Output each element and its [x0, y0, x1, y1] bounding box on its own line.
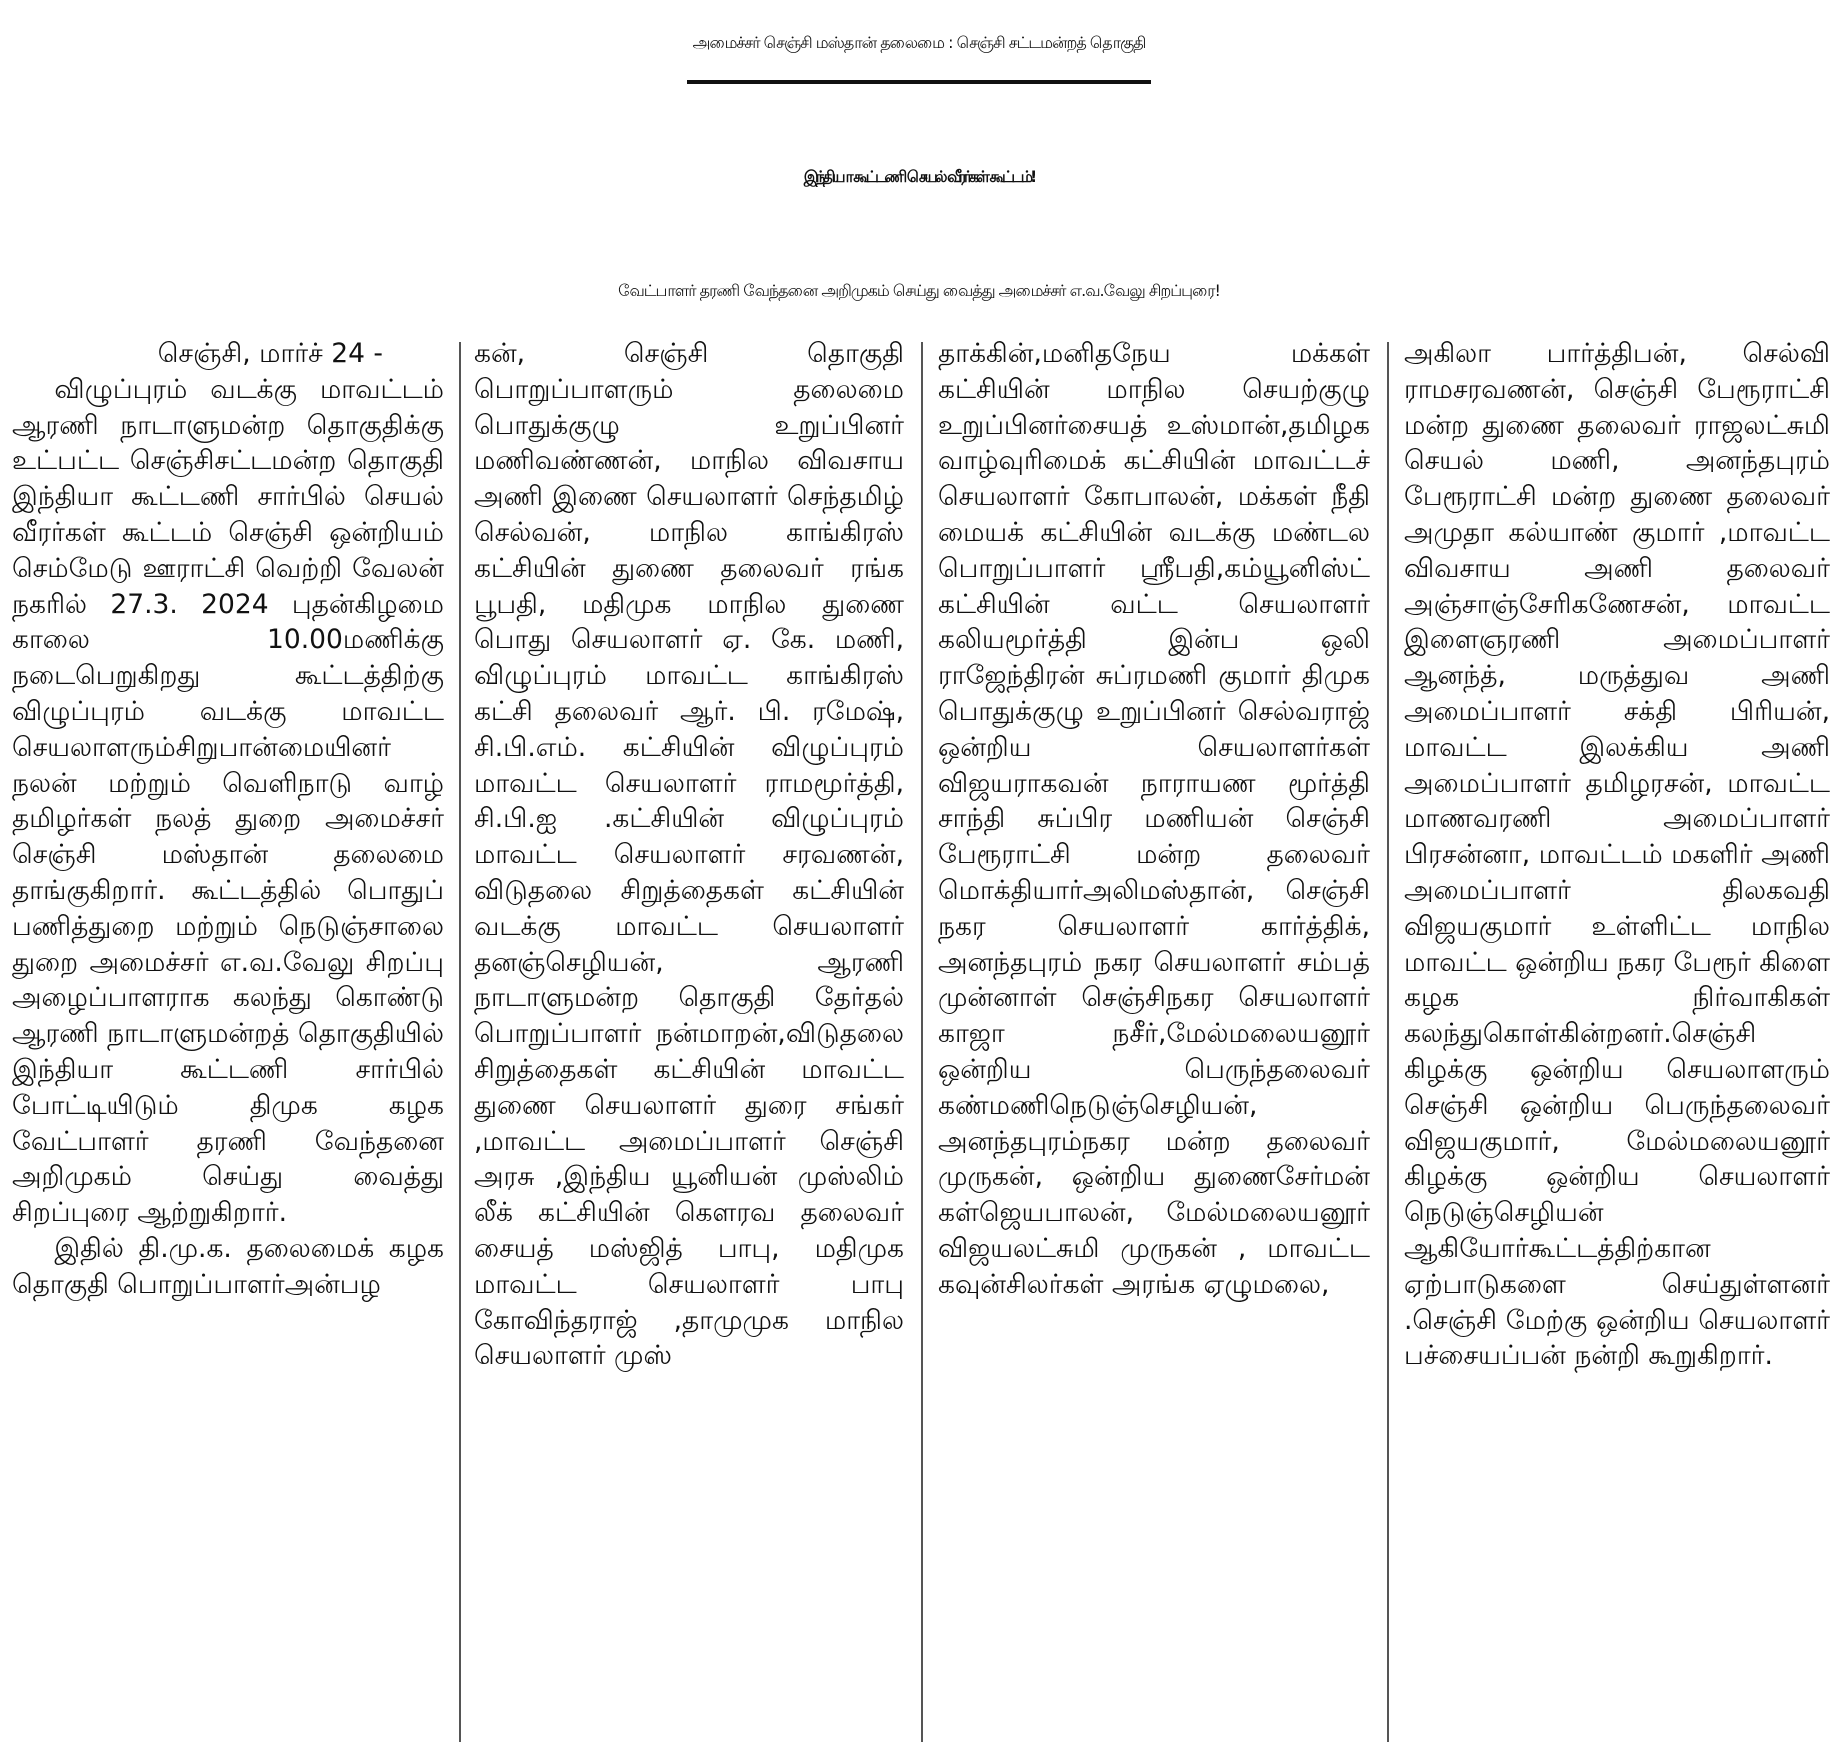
headline: இந்தியா கூட்டணி செயல் வீரர்கள் கூட்டம்! — [803, 167, 1035, 186]
paragraph: கன், செஞ்சி தொகுதி பொறுப்பாளரும் தலைமை பொதுக்குழு உறுப்பினர் மணிவண்ணன், மாநில விவசாய அணி இணை செயலாளர் செந்தமிழ் செல்வன், மாநில காங்கிரஸ் கட்சியின் துணை தலைவர் ரங்க பூபதி, மதிமுக மாநில துணை பொது செயலாளர் ஏ. கே. மணி, விழுப்புரம் மாவட்ட காங்கிரஸ் கட்சி தலைவர் ஆர். பி. ரமேஷ், சி.பி.எம். கட்சியின் விழுப்புரம் மாவட்ட செயலாளர் ராமமூர்த்தி, சி.பி.ஐ .கட்சியின் விழுப்புரம் மாவட்ட செயலாளர் சரவணன், விடுதலை சிறுத்தைகள் கட்சியின் வடக்கு மாவட்ட செயலாளர் தனஞ்செழியன், ஆரணி நாடாளுமன்ற தொகுதி தேர்தல் பொறுப்பாளர் நன்மாறன்,விடுதலை சிறுத்தைகள் கட்சியின் மாவட்ட துணை செயலாளர் துரை சங்கர் ,மாவட்ட அமைப்பாளர் செஞ்சி அரசு ,இந்திய யூனியன் முஸ்லிம் லீக் கட்சியின் கௌரவ தலைவர் சையத் மஸ்ஜித் பாபு, மதிமுக மாவட்ட செயலாளர் பாபு கோவிந்தராஜ் ,தாமுமுக மாநில செயலாளர் முஸ் — [474, 338, 904, 1372]
dateline: செஞ்சி, மார்ச் 24 - — [157, 338, 383, 369]
kicker-line — [0, 8, 1838, 84]
kicker-text: அமைச்சர் செஞ்சி மஸ்தான் தலைமை : செஞ்சி சட்டமன்றத் தொகுதி — [687, 8, 1152, 84]
article-column-3 — [938, 336, 1370, 1746]
paragraph: இதில் தி.மு.க. தலைமைக் கழக தொகுதி பொறுப்பாளர்அன்பழ — [12, 1232, 444, 1300]
article-column-2 — [474, 336, 904, 1746]
paragraph: அகிலா பார்த்திபன், செல்வி ராமசரவணன், செஞ்சி பேரூராட்சி மன்ற துணை தலைவர் ராஜலட்சுமி செயல் மணி, அனந்தபுரம் பேரூராட்சி மன்ற துணை தலைவர் அமுதா கல்யாண் குமார் ,மாவட்ட விவசாய அணி தலைவர் அஞ்சாஞ்சேரிகணேசன், மாவட்ட இளைஞரணி அமைப்பாளர் ஆனந்த், மருத்துவ அணி அமைப்பாளர் சக்தி பிரியன், மாவட்ட இலக்கிய அணி அமைப்பாளர் தமிழரசன், மாவட்ட மாணவரணி அமைப்பாளர் பிரசன்னா, மாவட்டம் மகளிர் அணி அமைப்பாளர் திலகவதி விஜயகுமார் உள்ளிட்ட மாநில மாவட்ட ஒன்றிய நகர பேரூர் கிளை கழக நிர்வாகிகள் கலந்துகொள்கின்றனர்.செஞ்சி கிழக்கு ஒன்றிய செயலாளரும் செஞ்சி ஒன்றிய பெருந்தலைவர் விஜயகுமார், மேல்மலையனூர் கிழக்கு ஒன்றிய செயலாளர் நெடுஞ்செழியன் ஆகியோர்கூட்டத்திற்கான ஏற்பாடுகளை செய்துள்ளனர் .செஞ்சி மேற்கு ஒன்றிய செயலாளர் பச்சையப்பன் நன்றி கூறுகிறார். — [1404, 338, 1830, 1372]
paragraph: தாக்கின்,மனிதநேய மக்கள் கட்சியின் மாநில செயற்குழு உறுப்பினர்சையத் உஸ்மான்,தமிழக வாழ்வுரிமைக் கட்சியின் மாவட்டச் செயலாளர் கோபாலன், மக்கள் நீதி மையக் கட்சியின் வடக்கு மண்டல பொறுப்பாளர் ஸ்ரீபதி,கம்யூனிஸ்ட் கட்சியின் வட்ட செயலாளர் கலியமூர்த்தி இன்ப ஒலி ராஜேந்திரன் சுப்ரமணி குமார் திமுக பொதுக்குழு உறுப்பினர் செல்வராஜ் ஒன்றிய செயலாளர்கள் விஜயராகவன் நாராயண மூர்த்தி சாந்தி சுப்பிர மணியன் செஞ்சி பேரூராட்சி மன்ற தலைவர் மொக்தியார்அலிமஸ்தான், செஞ்சி நகர செயலாளர் கார்த்திக், அனந்தபுரம் நகர செயலாளர் சம்பத் முன்னாள் செஞ்சிநகர செயலாளர் காஜா நசீர்,மேல்மலையனூர் ஒன்றிய பெருந்தலைவர் கண்மணிநெடுஞ்செழியன், அனந்தபுரம்நகர மன்ற தலைவர் முருகன், ஒன்றிய துணைசேர்மன் கள்ஜெயபாலன், மேல்மலையனூர் விஜயலட்சுமி முருகன் , மாவட்ட கவுன்சிலர்கள் அரங்க ஏழுமலை, — [938, 338, 1370, 1300]
article-column-1 — [12, 336, 444, 1746]
column-divider — [921, 342, 923, 1742]
paragraph: விழுப்புரம் வடக்கு மாவட்டம் ஆரணி நாடாளுமன்ற தொகுதிக்கு உட்பட்ட செஞ்சிசட்டமன்ற தொகுதி இந்தியா கூட்டணி சார்பில் செயல் வீரர்கள் கூட்டம் செஞ்சி ஒன்றியம் செம்மேடு ஊராட்சி வெற்றி வேலன் நகரில் 27.3. 2024 புதன்கிழமை காலை 10.00மணிக்கு நடைபெறுகிறது கூட்டத்திற்கு விழுப்புரம் வடக்கு மாவட்ட செயலாளரும்சிறுபான்மையினர் நலன் மற்றும் வெளிநாடு வாழ் தமிழர்கள் நலத் துறை அமைச்சர் செஞ்சி மஸ்தான் தலைமை தாங்குகிறார். கூட்டத்தில் பொதுப் பணித்துறை மற்றும் நெடுஞ்சாலை துறை அமைச்சர் எ.வ.வேலு சிறப்பு அழைப்பாளராக கலந்து கொண்டு ஆரணி நாடாளுமன்றத் தொகுதியில் இந்தியா கூட்டணி சார்பில் போட்டியிடும் திமுக கழக வேட்பாளர் தரணி வேந்தனை அறிமுகம் செய்து வைத்து சிறப்புரை ஆற்றுகிறார். — [12, 373, 444, 1229]
article-column-4 — [1404, 336, 1830, 1746]
column-divider — [459, 342, 461, 1742]
subheadline: வேட்பாளர் தரணி வேந்தனை அறிமுகம் செய்து வைத்து அமைச்சர் எ.வ.வேலு சிறப்புரை! — [618, 281, 1220, 300]
column-divider — [1387, 342, 1389, 1742]
